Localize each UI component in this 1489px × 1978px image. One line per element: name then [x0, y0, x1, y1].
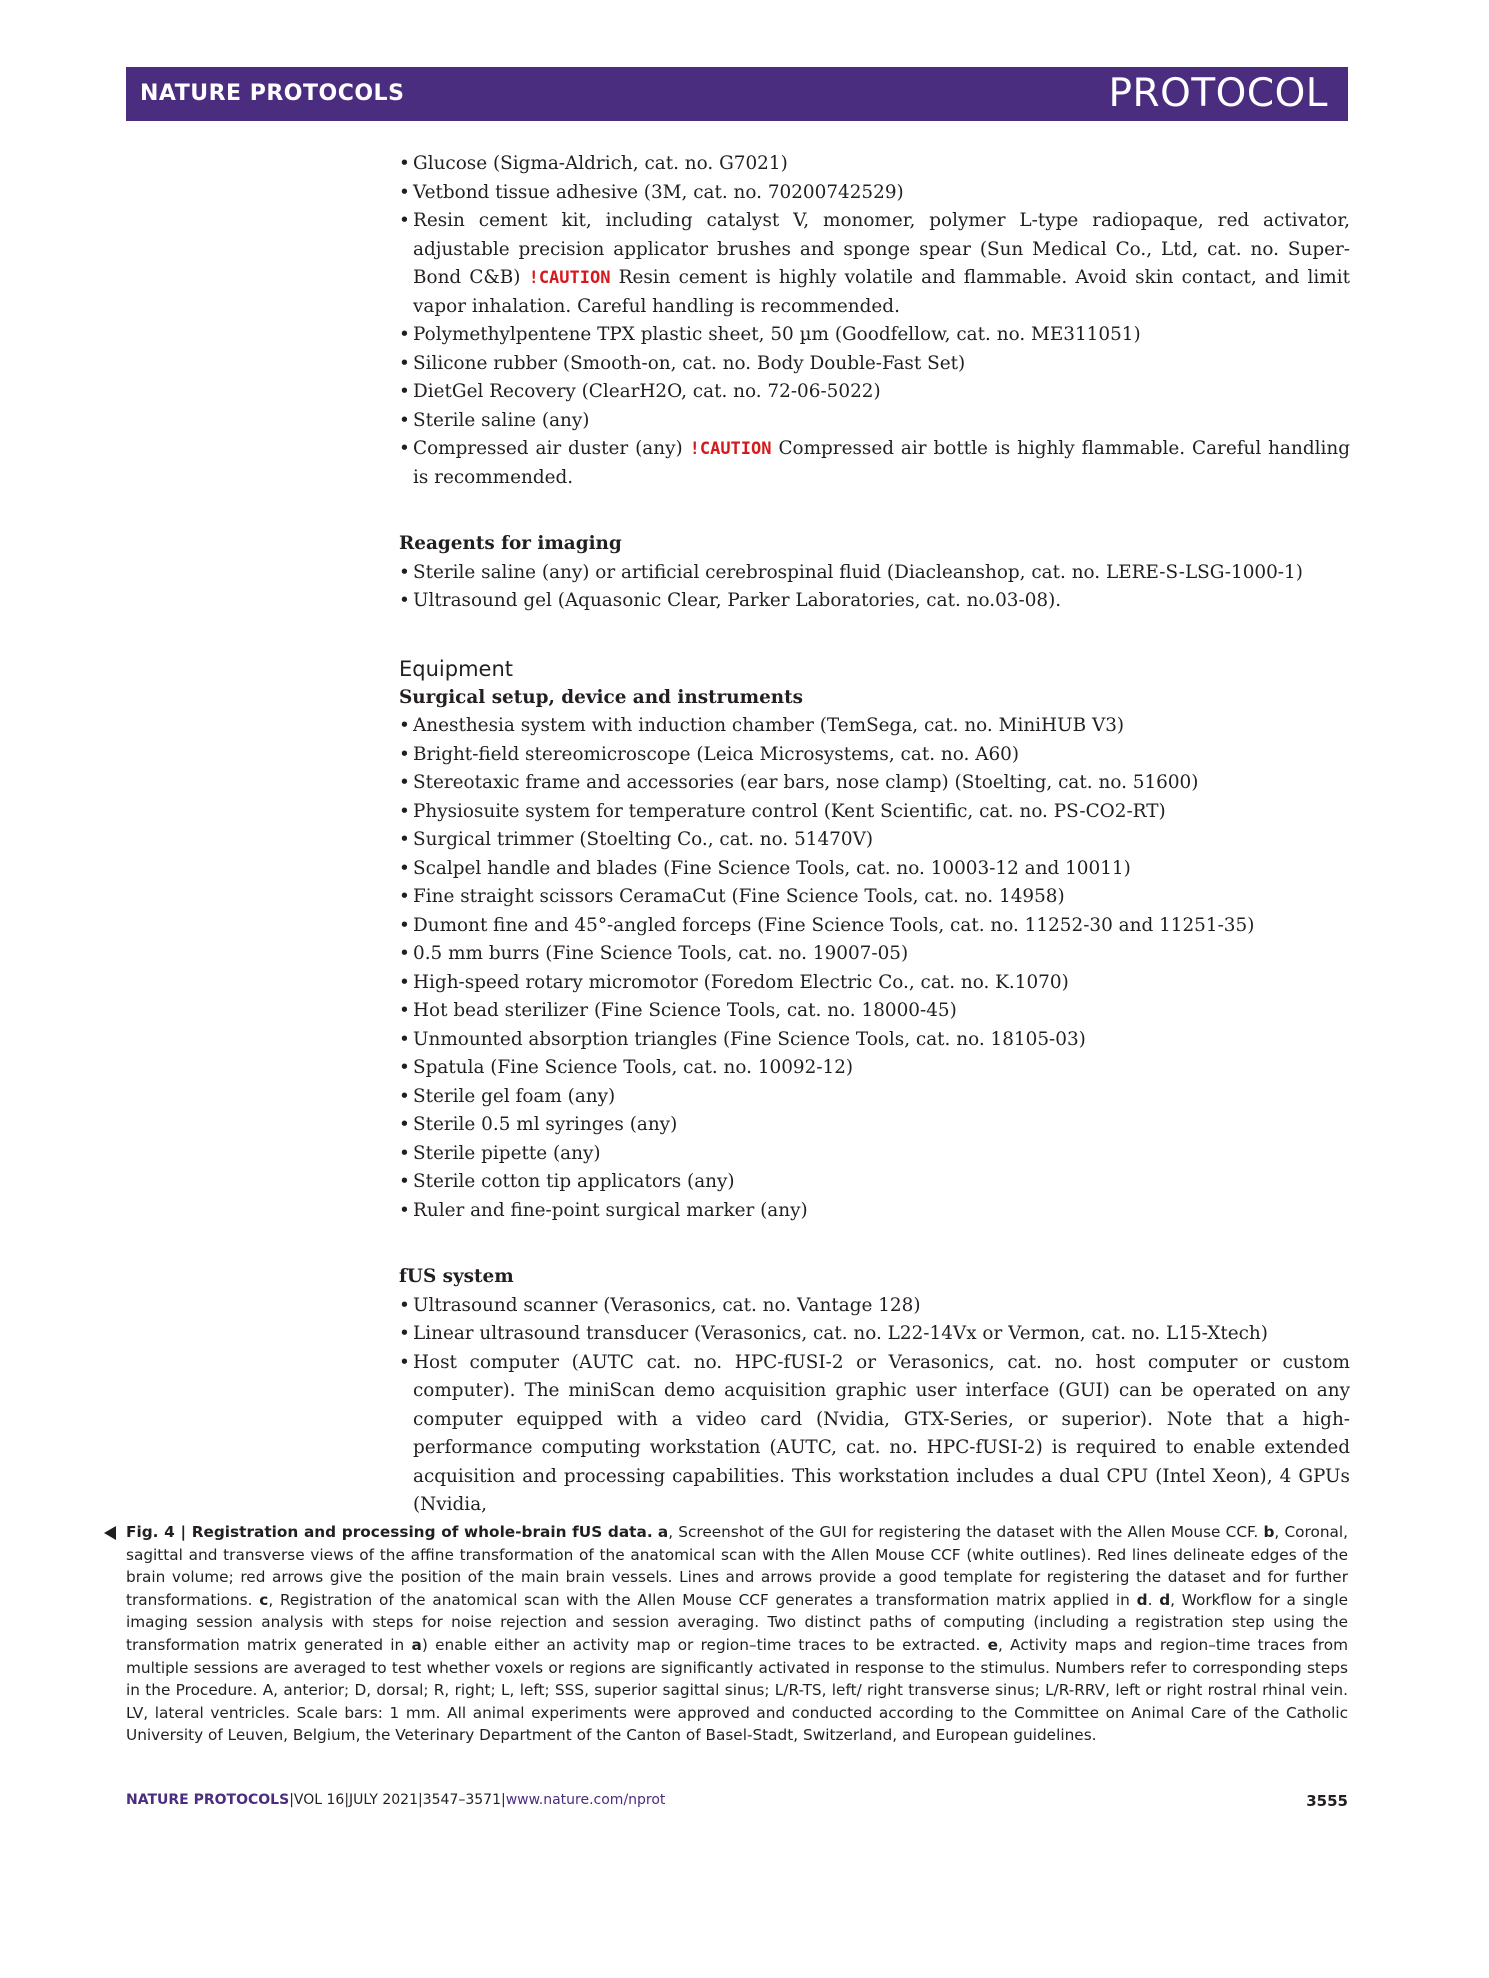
list-item — [399, 207, 1350, 321]
list-item: • Sterile cotton tip applicators (any) — [399, 1168, 1350, 1197]
reagents-list — [399, 150, 1350, 492]
footer-separator: | — [289, 1792, 294, 1808]
panel-ref: e — [987, 1635, 999, 1654]
panel-ref: d — [1159, 1590, 1171, 1609]
list-item: • Sterile saline (any) or artificial cerebrospinal fluid (Diacleanshop, cat. no. LERE-S-LSG-1000-1) — [399, 559, 1350, 588]
list-item: • High-speed rotary micromotor (Foredom Electric Co., cat. no. K.1070) — [399, 969, 1350, 998]
list-item: • Glucose (Sigma-Aldrich, cat. no. G7021) — [399, 150, 1350, 179]
list-item: • Vetbond tissue adhesive (3M, cat. no. 70200742529) — [399, 179, 1350, 208]
list-item: • Bright-field stereomicroscope (Leica Microsystems, cat. no. A60) — [399, 741, 1350, 770]
list-item: • Linear ultrasound transducer (Verasonics, cat. no. L22-14Vx or Vermon, cat. no. L15-Xtech) — [399, 1320, 1350, 1349]
caption-text: , Coronal, sagittal and transverse views of the affine transformation of the anatomical scan with the Allen Mouse CCF (white outlines). Red lines delineate edges of the brain volume; red arrows give the position of the main brain vessels. Lines and arrows provide a good template for registering the dataset and for further transformations. — [126, 1523, 1348, 1609]
left-triangle-icon — [104, 1526, 116, 1540]
footer-date: JULY 2021 — [349, 1792, 418, 1808]
surgical-setup-heading: Surgical setup, device and instruments — [399, 686, 804, 708]
list-item — [399, 435, 1350, 492]
footer-volume: VOL 16 — [293, 1792, 345, 1808]
list-item: • Sterile gel foam (any) — [399, 1083, 1350, 1112]
caution-text: Resin cement is highly volatile and flammable. Avoid skin contact, and limit vapor inhalation. Careful handling is recommended. — [413, 267, 1350, 317]
panel-ref: c — [259, 1590, 269, 1609]
item-text: Compressed air duster (any) — [413, 438, 683, 459]
footer-journal: NATURE PROTOCOLS — [126, 1792, 290, 1808]
caption-text: , Activity maps and region–time traces from multiple sessions are averaged to test whether voxels or regions are significantly activated in response to the stimulus. Numbers refer to corresponding steps in the Procedure. A, anterior; D, dorsal; R, right; L, left; SSS, superior sagittal sinus; L/R-TS, left/ right transverse sinus; L/R-RRV, left or right rostral rhinal vein. LV, lateral ventricles. Scale bars: 1 mm. All animal experiments were approved and conducted according to the Committee on Animal Care of the Catholic University of Leuven, Belgium, the Veterinary Department of the Canton of Basel-Stadt, Switzerland, and European guidelines. — [126, 1635, 1348, 1745]
list-item: • Ultrasound scanner (Verasonics, cat. no. Vantage 128) — [399, 1292, 1350, 1321]
figure-label: Fig. 4 | Registration and processing of whole-brain fUS data. — [126, 1523, 653, 1541]
surgical-equipment-list — [399, 712, 1350, 1225]
reagents-imaging-list — [399, 559, 1350, 616]
list-item: • Fine straight scissors CeramaCut (Fine Science Tools, cat. no. 14958) — [399, 883, 1350, 912]
figure-caption — [126, 1521, 1348, 1747]
list-item: • Hot bead sterilizer (Fine Science Tools, cat. no. 18000-45) — [399, 997, 1350, 1026]
list-item: • Dumont fine and 45°-angled forceps (Fine Science Tools, cat. no. 11252-30 and 11251-35) — [399, 912, 1350, 941]
caution-text: Compressed air bottle is highly flammable. Careful handling is recommended. — [413, 438, 1350, 488]
list-item: • Spatula (Fine Science Tools, cat. no. 10092-12) — [399, 1054, 1350, 1083]
reagents-imaging-heading: Reagents for imaging — [399, 533, 622, 554]
journal-name: NATURE PROTOCOLS — [140, 81, 405, 106]
main-text-column — [399, 150, 1350, 1520]
page-footer — [126, 1792, 1348, 1808]
caption-text: , Screenshot of the GUI for registering the dataset with the Allen Mouse CCF. — [668, 1523, 1264, 1541]
list-item: • Ultrasound gel (Aquasonic Clear, Parker Laboratories, cat. no.03-08). — [399, 587, 1350, 616]
caution-label: !CAUTION — [528, 268, 611, 288]
footer-separator: | — [418, 1792, 423, 1808]
caption-text: ) enable either an activity map or region–time traces to be extracted. — [421, 1635, 988, 1654]
journal-header-bar — [126, 67, 1348, 121]
footer-separator: | — [344, 1792, 350, 1808]
caption-text: . — [1147, 1590, 1160, 1609]
list-item: • Scalpel handle and blades (Fine Science Tools, cat. no. 10003-12 and 10011) — [399, 855, 1350, 884]
page-number: 3555 — [1306, 1792, 1348, 1810]
footer-pages: 3547–3571 — [422, 1792, 501, 1808]
list-item: • Physiosuite system for temperature control (Kent Scientific, cat. no. PS-CO2-RT) — [399, 798, 1350, 827]
equipment-heading: Equipment — [399, 656, 513, 681]
item-text: Resin cement kit, including catalyst V, monomer, polymer L-type radiopaque, red activator, adjustable precision applicator brushes and sponge spear (Sun Medical Co., Ltd, cat. no. Super-Bond C&B) — [413, 210, 1350, 288]
list-item: • Sterile saline (any) — [399, 407, 1350, 436]
article-type: PROTOCOL — [1108, 71, 1328, 116]
caution-label: !CAUTION — [689, 439, 772, 459]
list-item: • Stereotaxic frame and accessories (ear bars, nose clamp) (Stoelting, cat. no. 51600) — [399, 769, 1350, 798]
list-item: • Ruler and fine-point surgical marker (any) — [399, 1197, 1350, 1226]
fus-system-heading: fUS system — [399, 1266, 514, 1287]
panel-ref: a — [657, 1523, 669, 1541]
panel-ref: a — [411, 1635, 422, 1654]
fus-equipment-list — [399, 1292, 1350, 1520]
footer-separator: | — [500, 1792, 506, 1808]
list-item: • Sterile pipette (any) — [399, 1140, 1350, 1169]
caption-text: , Workflow for a single imaging session analysis with steps for noise rejection and session averaging. Two distinct paths of computing (including a registration step using the transformation matrix generated in — [126, 1590, 1348, 1654]
panel-ref: b — [1263, 1523, 1275, 1541]
list-item: • Surgical trimmer (Stoelting Co., cat. no. 51470V) — [399, 826, 1350, 855]
list-item: • Host computer (AUTC cat. no. HPC-fUSI-2 or Verasonics, cat. no. host computer or custom computer). The miniScan demo acquisition graphic user interface (GUI) can be operated on any computer equipped with a video card (Nvidia, GTX-Series, or superior). Note that a high-performance computing workstation (AUTC, cat. no. HPC-fUSI-2) is required to enable extended acquisition and processing capabilities. This workstation includes a dual CPU (Intel Xeon), 4 GPUs (Nvidia, — [399, 1349, 1350, 1520]
caption-text: , Registration of the anatomical scan with the Allen Mouse CCF generates a transformation matrix applied in — [268, 1590, 1137, 1609]
list-item: • DietGel Recovery (ClearH2O, cat. no. 72-06-5022) — [399, 378, 1350, 407]
list-item: • 0.5 mm burrs (Fine Science Tools, cat. no. 19007-05) — [399, 940, 1350, 969]
panel-ref: d — [1136, 1590, 1148, 1609]
journal-url-link[interactable]: www.nature.com/nprot — [505, 1792, 666, 1808]
list-item: • Sterile 0.5 ml syringes (any) — [399, 1111, 1350, 1140]
list-item: • Unmounted absorption triangles (Fine Science Tools, cat. no. 18105-03) — [399, 1026, 1350, 1055]
list-item: • Anesthesia system with induction chamber (TemSega, cat. no. MiniHUB V3) — [399, 712, 1350, 741]
list-item: • Polymethylpentene TPX plastic sheet, 50 µm (Goodfellow, cat. no. ME311051) — [399, 321, 1350, 350]
list-item: • Silicone rubber (Smooth-on, cat. no. Body Double-Fast Set) — [399, 350, 1350, 379]
